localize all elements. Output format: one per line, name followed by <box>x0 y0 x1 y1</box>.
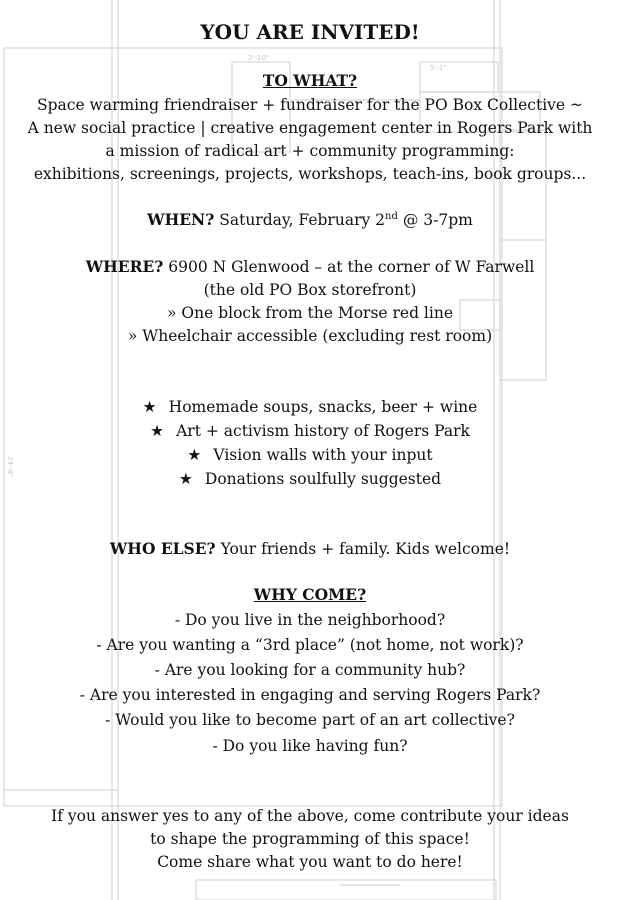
what-line: A new social practice | creative engagement center in Rogers Park with <box>27 119 593 137</box>
page-title: YOU ARE INVITED! <box>200 20 420 44</box>
what-line: a mission of radical art + community programming: <box>105 142 515 160</box>
what-line: exhibitions, screenings, projects, workshops, teach-ins, book groups... <box>33 165 587 183</box>
feature-item: ★ Donations soulfully suggested <box>178 470 442 488</box>
where-address: 6900 N Glenwood – at the corner of W Farwell <box>168 258 535 276</box>
star-icon: ★ <box>142 398 157 416</box>
star-icon: ★ <box>178 470 193 488</box>
where-detail: » One block from the Morse red line <box>167 304 453 322</box>
feature-item: ★ Vision walls with your input <box>187 446 433 464</box>
when-label: WHEN? <box>147 210 215 229</box>
star-icon: ★ <box>150 422 165 440</box>
why-heading: WHY COME? <box>253 585 367 604</box>
why-item: - Are you interested in engaging and serving Rogers Park? <box>79 686 541 704</box>
where-detail: » Wheelchair accessible (excluding rest room) <box>127 327 493 345</box>
why-item: - Do you like having fun? <box>212 737 408 755</box>
why-item: - Are you wanting a “3rd place” (not home, not work)? <box>96 636 524 654</box>
closing-line: Come share what you want to do here! <box>157 853 463 871</box>
floorplan-label: 5'-1" <box>430 64 447 72</box>
where-detail: (the old PO Box storefront) <box>203 281 417 299</box>
why-item: - Are you looking for a community hub? <box>154 661 466 679</box>
who-label: WHO ELSE? <box>109 539 216 558</box>
floorplan-label: 2'-10" <box>248 54 270 62</box>
when-line <box>0 210 620 230</box>
why-item: - Do you live in the neighborhood? <box>174 611 446 629</box>
when-time: @ 3-7pm <box>402 211 473 229</box>
closing-line: If you answer yes to any of the above, come contribute your ideas <box>51 807 569 825</box>
where-line <box>0 257 620 277</box>
when-date-suffix: nd <box>385 210 398 222</box>
floorplan-label: 34'-8" <box>6 456 14 478</box>
closing-line: to shape the programming of this space! <box>150 830 470 848</box>
who-text: Your friends + family. Kids welcome! <box>220 540 511 558</box>
feature-item: ★ Homemade soups, snacks, beer + wine <box>142 398 478 416</box>
star-icon: ★ <box>187 446 202 464</box>
why-item: - Would you like to become part of an art collective? <box>105 711 515 729</box>
who-line <box>0 539 620 559</box>
what-line: Space warming friendraiser + fundraiser for the PO Box Collective ~ <box>37 96 583 114</box>
what-heading: TO WHAT? <box>262 71 358 90</box>
feature-item: ★ Art + activism history of Rogers Park <box>150 422 470 440</box>
where-label: WHERE? <box>85 257 164 276</box>
when-date: Saturday, February 2 <box>219 211 386 229</box>
